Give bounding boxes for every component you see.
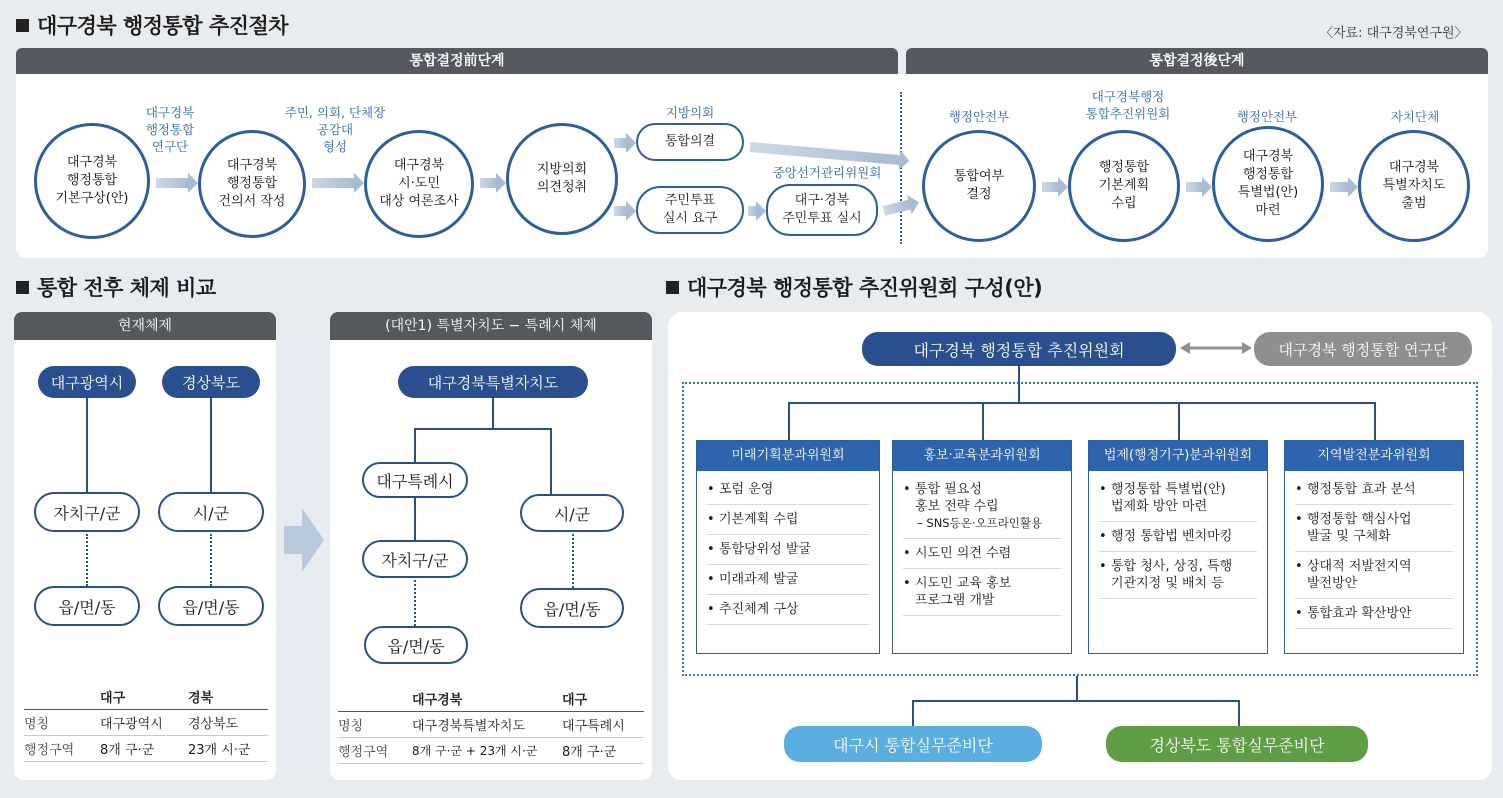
step-launch: 대구경북 특별자치도 출범 <box>1358 130 1470 242</box>
list-item: • 포럼 운영 <box>707 475 869 505</box>
list-item: • 시도민 의견 수렴 <box>903 539 1061 569</box>
arrow-icon <box>156 178 188 188</box>
connector-line <box>550 428 552 494</box>
step-council-opinion: 지방의회 의견청취 <box>506 123 618 235</box>
table-row: 명칭 대구경북특별자치도 대구특례시 <box>338 712 644 738</box>
current-town-right-pill: 읍/면/동 <box>158 586 264 626</box>
branch-referendum: 대구·경북 주민투표 실시 <box>766 184 878 236</box>
connector-line <box>210 398 212 492</box>
connector-dotted-line <box>414 580 416 626</box>
table-header-row: 대구경북 대구 <box>338 686 644 712</box>
main-committee-pill: 대구경북 행정통합 추진위원회 <box>862 332 1176 366</box>
alt-system-header: (대안1) 특별자치도 − 특례시 체제 <box>330 312 652 340</box>
connector-dotted-line <box>572 534 574 588</box>
step-proposal: 대구경북 행정통합 건의서 작성 <box>198 130 306 238</box>
connector-line <box>912 700 1238 702</box>
connector-line <box>414 498 416 540</box>
committee-legislation <box>1088 440 1268 654</box>
current-city-county-pill: 시/군 <box>158 492 264 532</box>
phase-post-bar: 통합결정後단계 <box>906 48 1488 74</box>
step-master-plan: 행정통합 기본계획 수립 <box>1068 130 1180 242</box>
list-item: • 통합당위성 발굴 <box>707 535 869 565</box>
step-label-research-team: 대구경북 행정통합 연구단 <box>145 105 195 154</box>
list-item: • 시도민 교육 홍보 프로그램 개발 <box>903 569 1061 616</box>
connector-line <box>912 700 914 726</box>
list-item: • 통합 필요성 홍보 전략 수립 – SNS등온·오프라인활용 <box>903 475 1061 539</box>
arrow-icon <box>312 178 354 188</box>
list-item: • 미래과제 발굴 <box>707 565 869 595</box>
arrow-icon <box>614 206 626 216</box>
step-label-mois-1: 행정안전부 <box>948 109 1010 124</box>
connector-line <box>1018 366 1020 402</box>
committee-regional-dev <box>1284 440 1464 654</box>
alt-town-left-pill: 읍/면/동 <box>364 626 468 664</box>
connector-line <box>1374 402 1376 440</box>
arrow-icon <box>1186 182 1202 192</box>
connector-line <box>86 398 88 492</box>
arrow-icon <box>614 138 626 148</box>
current-district-pill: 자치구/군 <box>34 492 140 532</box>
committee-title: 지역발전분과위원회 <box>1285 441 1463 471</box>
special-city-pill: 대구특례시 <box>362 462 468 498</box>
double-arrow-icon <box>1180 340 1252 356</box>
connector-line <box>1076 676 1078 700</box>
alt-city-county-pill: 시/군 <box>520 494 624 532</box>
arrow-icon <box>1330 182 1348 192</box>
square-bullet-icon <box>16 19 29 32</box>
alt-town-right-pill: 읍/면/동 <box>520 588 624 628</box>
connector-line <box>1238 700 1240 726</box>
phase-pre-bar: 통합결정前단계 <box>16 48 898 74</box>
connector-line <box>788 402 1376 404</box>
alt-system-table <box>338 686 644 764</box>
gb-prep-team-pill: 경상북도 통합실무준비단 <box>1106 726 1368 762</box>
connector-line <box>414 428 416 462</box>
source-note: 〈자료: 대구경북연구원〉 <box>1320 26 1468 41</box>
list-item: • 통합 청사, 상징, 특행 기관지정 및 배치 등 <box>1099 552 1257 599</box>
table-row: 명칭 대구광역시 경상북도 <box>24 710 268 736</box>
connector-line <box>1178 402 1180 440</box>
committee-future-planning <box>696 440 880 654</box>
list-item-note: – SNS등온·오프라인활용 <box>917 516 1043 530</box>
list-item: • 행정통합 효과 분석 <box>1295 475 1453 505</box>
step-decision: 통합여부 결정 <box>922 130 1036 242</box>
table-row: 행정구역 8개 구·군 23개 시·군 <box>24 736 268 762</box>
branch-referendum-request: 주민투표 실시 요구 <box>636 186 744 234</box>
current-system-table <box>24 684 268 762</box>
branch-council-vote: 통합의결 <box>636 123 744 161</box>
section1-title: 대구경북 행정통합 추진절차 <box>16 10 288 40</box>
table-row: 행정구역 8개 구·군 + 23개 시·군 8개 구·군 <box>338 738 644 764</box>
square-bullet-icon <box>666 281 679 294</box>
arrow-icon <box>1042 182 1058 192</box>
section2-title: 통합 전후 체제 비교 <box>16 272 216 302</box>
current-town-left-pill: 읍/면/동 <box>34 586 140 626</box>
step-survey: 대구경북 시·도민 대상 여론조사 <box>364 130 474 238</box>
list-item: • 추진체계 구상 <box>707 595 869 625</box>
transition-arrow-icon <box>284 508 324 572</box>
list-item: • 상대적 저발전지역 발전방안 <box>1295 552 1453 599</box>
step-label-local-gov: 자치단체 <box>1390 109 1440 124</box>
special-province-pill: 대구경북특별자치도 <box>398 366 588 398</box>
arrow-icon <box>480 178 496 188</box>
section3-title: 대구경북 행정통합 추진위원회 구성(안) <box>666 272 1042 302</box>
committee-title: 홍보·교육분과위원회 <box>893 441 1071 471</box>
connector-dotted-line <box>210 534 212 586</box>
list-item: • 기본계획 수립 <box>707 505 869 535</box>
current-system-header: 현재체제 <box>14 312 276 340</box>
step-label-mois-2: 행정안전부 <box>1236 109 1298 124</box>
daegu-prep-team-pill: 대구시 통합실무준비단 <box>784 726 1042 762</box>
committee-title: 미래기획분과위원회 <box>697 441 879 471</box>
gyeongbuk-pill: 경상북도 <box>162 366 260 398</box>
alt-district-pill: 자치구/군 <box>362 540 468 578</box>
connector-line <box>492 398 494 428</box>
list-item: • 행정통합 특별법(안) 법제화 방안 마련 <box>1099 475 1257 522</box>
branch-top-label: 지방의회 <box>665 105 715 120</box>
list-item: • 통합효과 확산방안 <box>1295 599 1453 629</box>
research-team-pill: 대구경북 행정통합 연구단 <box>1254 332 1472 366</box>
committee-title: 법제(행정기구)분과위원회 <box>1089 441 1267 471</box>
step-special-act: 대구경북 행정통합 특별법(안) 마련 <box>1212 126 1324 242</box>
connector-dotted-line <box>86 534 88 586</box>
step-basic-plan: 대구경북 행정통합 기본구상(안) <box>34 123 150 239</box>
committee-pr-education <box>892 440 1072 654</box>
list-item: • 행정 통합법 벤치마킹 <box>1099 522 1257 552</box>
step-label-committee: 대구경북행정 통합추진위원회 <box>1085 89 1171 121</box>
table-header-row: 대구 경북 <box>24 684 268 710</box>
arrow-icon <box>748 206 756 216</box>
connector-line <box>982 402 984 440</box>
daegu-city-pill: 대구광역시 <box>38 366 136 398</box>
connector-line <box>788 402 790 440</box>
branch-vote-label: 중앙선거관리위원회 <box>772 165 882 180</box>
list-item: • 행정통합 핵심사업 발굴 및 구체화 <box>1295 505 1453 552</box>
connector-line <box>414 428 552 430</box>
step-label-consensus: 주민, 의회, 단체장 공감대 형성 <box>284 105 386 154</box>
square-bullet-icon <box>16 281 29 294</box>
